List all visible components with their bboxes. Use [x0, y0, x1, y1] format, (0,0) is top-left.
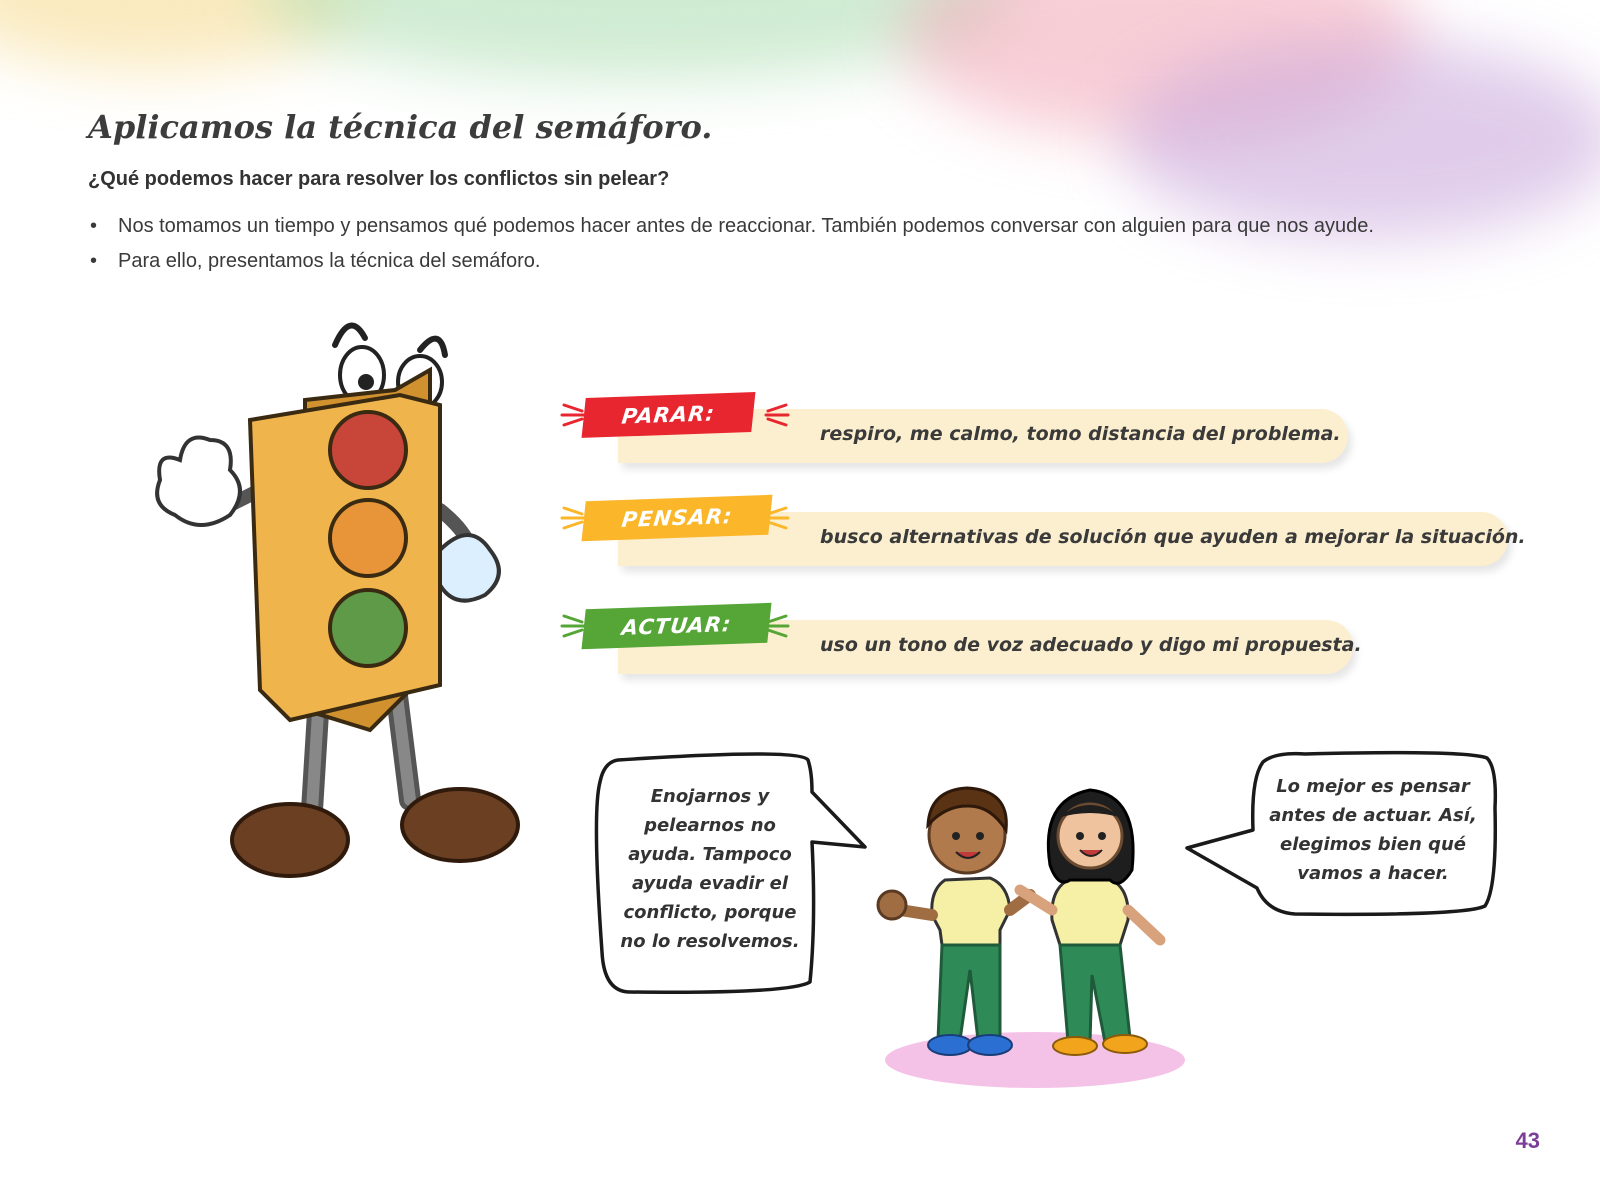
- bullet-text: Para ello, presentamos la técnica del semáforo.: [118, 250, 541, 272]
- page-title: Aplicamos la técnica del semáforo.: [88, 108, 713, 146]
- step-label: PARAR:: [582, 392, 756, 438]
- children-illustration: [870, 770, 1200, 1100]
- bullet-marker: •: [90, 250, 98, 272]
- bullet-item: [88, 247, 1418, 276]
- step-label: ACTUAR:: [581, 603, 771, 649]
- step-description: uso un tono de voz adecuado y digo mi propuesta.: [820, 634, 1362, 656]
- page-number: 43: [1515, 1128, 1540, 1153]
- traffic-light-mascot-illustration: [140, 310, 530, 890]
- step-description: respiro, me calmo, tomo distancia del problema.: [820, 423, 1341, 445]
- step-description: busco alternativas de solución que ayuden a mejorar la situación.: [820, 526, 1526, 548]
- step-label: PENSAR:: [581, 495, 772, 541]
- bullet-text: Nos tomamos un tiempo y pensamos qué podemos hacer antes de reaccionar. También podemos conversar con alguien para que nos ayude.: [118, 215, 1374, 237]
- guiding-question: ¿Qué podemos hacer para resolver los conflictos sin pelear?: [88, 168, 670, 190]
- bullet-list: [88, 212, 1418, 282]
- burst-right-icon: [760, 500, 790, 536]
- burst-right-icon: [760, 608, 790, 644]
- bullet-item: [88, 212, 1418, 241]
- burst-right-icon: [760, 397, 790, 433]
- speech-right-text: Lo mejor es pensar antes de actuar. Así, elegimos bien qué vamos a hacer.: [1269, 776, 1477, 884]
- speech-left-text: Enojarnos y pelearnos no ayuda. Tampoco ayuda evadir el conflicto, porque no lo resolvemos.: [620, 786, 800, 952]
- bullet-marker: •: [90, 215, 98, 237]
